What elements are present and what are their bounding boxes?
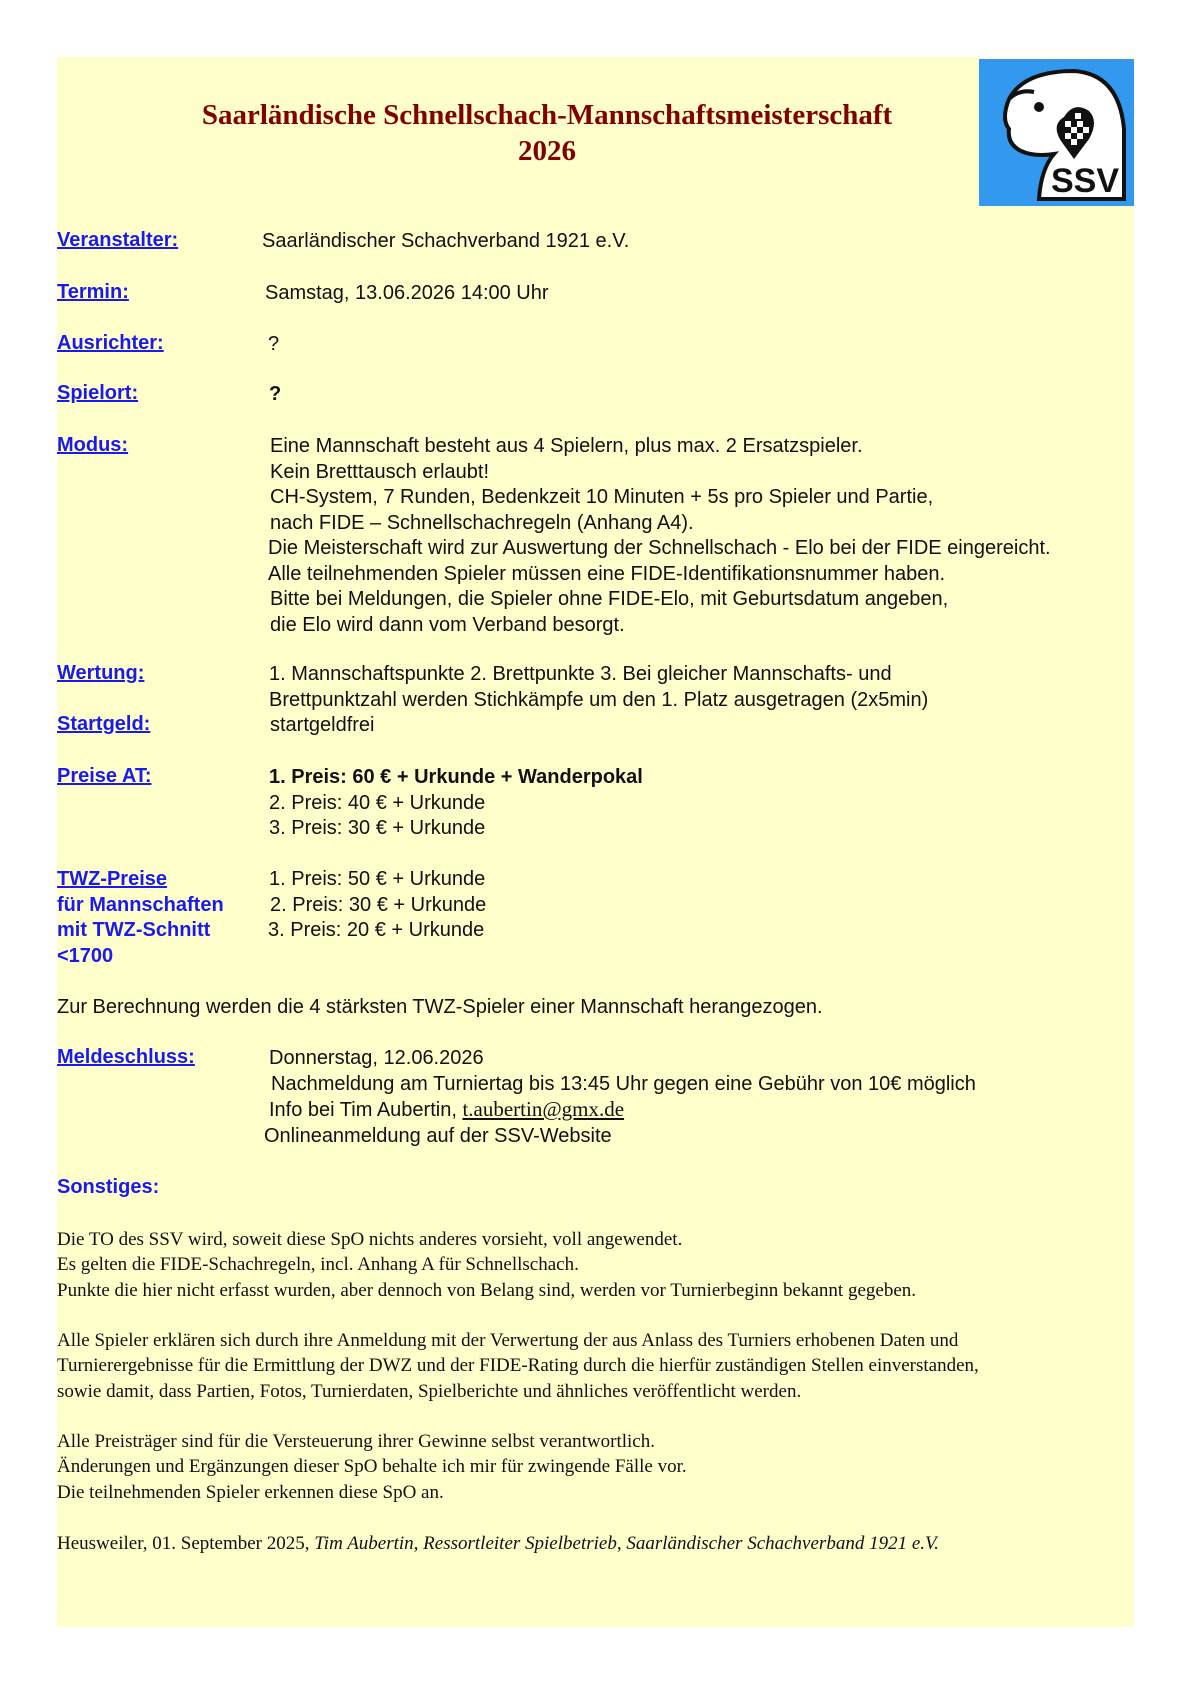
signature-name: Tim Aubertin, Ressortleiter Spielbetrieb, Saarländischer Schachverband 1921 e.V. (314, 1533, 939, 1554)
value-spielort: ? (269, 383, 282, 405)
label-spielort: Spielort: (57, 382, 139, 404)
paragraph-rules (57, 1227, 916, 1303)
twz-label-line: TWZ-Preise (57, 868, 168, 890)
label-wertung: Wertung: (57, 662, 145, 684)
value-veranstalter: Saarländischer Schachverband 1921 e.V. (262, 230, 630, 252)
label-modus: Modus: (57, 434, 129, 456)
email-link[interactable]: t.aubertin@gmx.de (462, 1097, 625, 1121)
twz-prize-line: 1. Preis: 50 € + Urkunde (269, 868, 486, 890)
label-veranstalter: Veranstalter: (57, 229, 179, 251)
paragraph-privacy (57, 1328, 979, 1404)
label-startgeld: Startgeld: (57, 713, 151, 735)
modus-line: Bitte bei Meldungen, die Spieler ohne FIDE-Elo, mit Geburtsdatum angeben, (270, 588, 949, 610)
value-meldeschluss (264, 1046, 976, 1149)
title-line-2: 2026 (518, 135, 576, 167)
label-sonstiges: Sonstiges: (57, 1176, 160, 1198)
prize-line: 2. Preis: 40 € + Urkunde (269, 791, 486, 814)
meldeschluss-nachmeldung: Nachmeldung am Turniertag bis 13:45 Uhr gegen eine Gebühr von 10€ möglich (271, 1072, 976, 1095)
body-line: Änderungen und Ergänzungen dieser SpO behalte ich mir für zwingende Fälle vor. (57, 1456, 687, 1478)
body-line: Alle Spieler erklären sich durch ihre Anmeldung mit der Verwertung der aus Anlass des Turniers erhobenen Daten und (57, 1330, 959, 1351)
body-line: Es gelten die FIDE-Schachregeln, incl. Anhang A für Schnellschach. (57, 1254, 579, 1276)
modus-line: die Elo wird dann vom Verband besorgt. (270, 613, 625, 636)
twz-label-line: für Mannschaften (57, 893, 224, 916)
value-termin: Samstag, 13.06.2026 14:00 Uhr (265, 282, 549, 304)
paragraph-final (57, 1429, 687, 1505)
info-prefix: Info bei Tim Aubertin, (269, 1099, 463, 1121)
modus-line: Die Meisterschaft wird zur Auswertung der Schnellschach - Elo bei der FIDE eingereicht. (268, 537, 1051, 559)
modus-line: Eine Mannschaft besteht aus 4 Spielern, plus max. 2 Ersatzspieler. (270, 435, 863, 457)
prize-line: 3. Preis: 30 € + Urkunde (269, 817, 486, 839)
meldeschluss-date: Donnerstag, 12.06.2026 (269, 1047, 484, 1069)
modus-line: Kein Bretttausch erlaubt! (270, 460, 490, 483)
wertung-line: 1. Mannschaftspunkte 2. Brettpunkte 3. Bei gleicher Mannschafts- und (269, 663, 892, 685)
body-line: Turnierergebnisse für die Ermittlung der DWZ und der FIDE-Rating durch die hierfür zuständigen Stellen einverstanden, (57, 1355, 979, 1377)
label-preise-at: Preise AT: (57, 765, 152, 787)
twz-prize-line: 2. Preis: 30 € + Urkunde (270, 893, 487, 916)
logo-text: SSV (1050, 162, 1120, 200)
twz-note: Zur Berechnung werden die 4 stärksten TWZ-Spieler einer Mannschaft herangezogen. (57, 996, 823, 1018)
value-wertung (269, 662, 928, 713)
ssv-logo (979, 59, 1134, 206)
body-line: Die teilnehmenden Spieler erkennen diese SpO an. (57, 1481, 444, 1503)
page-title (97, 97, 997, 169)
meldeschluss-online: Onlineanmeldung auf der SSV-Website (264, 1124, 612, 1147)
document-page (57, 57, 1134, 1627)
signature-place-date: Heusweiler, 01. September 2025, (57, 1533, 315, 1554)
label-meldeschluss: Meldeschluss: (57, 1046, 195, 1068)
label-termin: Termin: (57, 281, 129, 303)
modus-line: nach FIDE – Schnellschachregeln (Anhang A4). (270, 511, 694, 534)
meldeschluss-info (269, 1097, 976, 1124)
body-line: Punkte die hier nicht erfasst wurden, aber dennoch von Belang sind, werden vor Turnierbeginn bekannt gegeben. (57, 1279, 916, 1301)
chess-knight-logo-icon (979, 59, 1134, 206)
signature (57, 1531, 939, 1557)
value-preise-at (269, 765, 643, 842)
label-twz-preise (57, 867, 224, 969)
body-line: sowie damit, dass Partien, Fotos, Turnierdaten, Spielberichte und ähnliches veröffentlicht werden. (57, 1380, 802, 1402)
modus-line: CH-System, 7 Runden, Bedenkzeit 10 Minuten + 5s pro Spieler und Partie, (270, 486, 934, 508)
value-modus (270, 434, 1051, 638)
twz-label-line: mit TWZ-Schnitt (57, 919, 211, 941)
label-ausrichter: Ausrichter: (57, 332, 164, 354)
twz-label-line: <1700 (57, 944, 114, 967)
value-ausrichter: ? (268, 333, 280, 355)
modus-line: Alle teilnehmenden Spieler müssen eine FIDE-Identifikationsnummer haben. (268, 562, 946, 585)
prize-line-first: 1. Preis: 60 € + Urkunde + Wanderpokal (269, 766, 643, 788)
twz-prize-line: 3. Preis: 20 € + Urkunde (268, 919, 485, 941)
wertung-line: Brettpunktzahl werden Stichkämpfe um den 1. Platz ausgetragen (2x5min) (269, 688, 929, 711)
value-startgeld: startgeldfrei (270, 714, 375, 736)
body-line: Die TO des SSV wird, soweit diese SpO nichts anderes vorsieht, voll angewendet. (57, 1229, 683, 1250)
body-line: Alle Preisträger sind für die Versteuerung ihrer Gewinne selbst verantwortlich. (57, 1431, 655, 1452)
value-twz-preise (269, 867, 486, 944)
title-line-1: Saarländische Schnellschach-Mannschaftsmeisterschaft (201, 99, 893, 131)
